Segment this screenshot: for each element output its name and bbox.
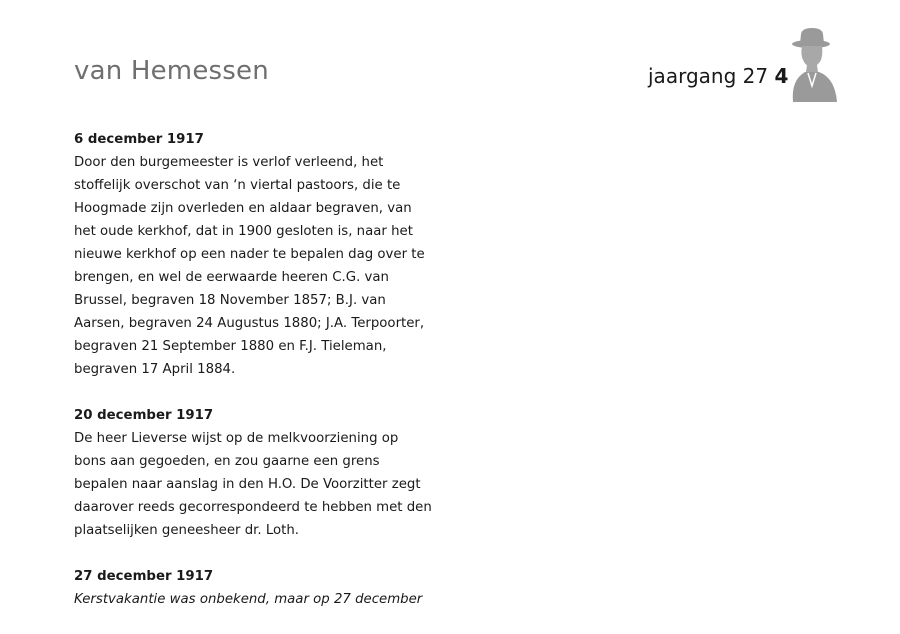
issue-label: jaargang 27 xyxy=(648,64,769,88)
entry-date: 20 december 1917 xyxy=(74,408,214,423)
entry-text: De heer Lieverse wijst op de melkvoorziening op bons aan gegoeden, en zou gaarne een grens bepalen naar aanslag in den H.O. De Voorzitter zegt daarover reeds gecorrespondeerd te hebben met den plaatselijken geneesheer dr. Loth. xyxy=(74,431,432,538)
issue-number: 4 xyxy=(774,64,789,88)
entry-date: 27 december 1917 xyxy=(74,569,214,584)
issue-indicator xyxy=(648,64,788,88)
entry-3 xyxy=(74,565,434,611)
entry-date: 6 december 1917 xyxy=(74,132,204,147)
entry-2 xyxy=(74,404,434,542)
page-title: van Hemessen xyxy=(74,56,269,86)
article-content xyxy=(74,128,434,634)
entry-text: Kerstvakantie was onbekend, maar op 27 december xyxy=(74,592,423,607)
entry-1 xyxy=(74,128,434,381)
man-with-hat-silhouette-icon xyxy=(785,24,841,102)
entry-text: Door den burgemeester is verlof verleend, het stoffelijk overschot van ‘n viertal pastoors, die te Hoogmade zijn overleden en aldaar begraven, van het oude kerkhof, dat in 1900 gesloten is, naar het nieuwe kerkhof op een nader te bepalen dag over te brengen, en wel de eerwaarde heeren C.G. van Brussel, begraven 18 November 1857; B.J. van Aarsen, begraven 24 Augustus 1880; J.A. Terpoorter, begraven 21 September 1880 en F.J. Tieleman, begraven 17 April 1884. xyxy=(74,155,425,377)
